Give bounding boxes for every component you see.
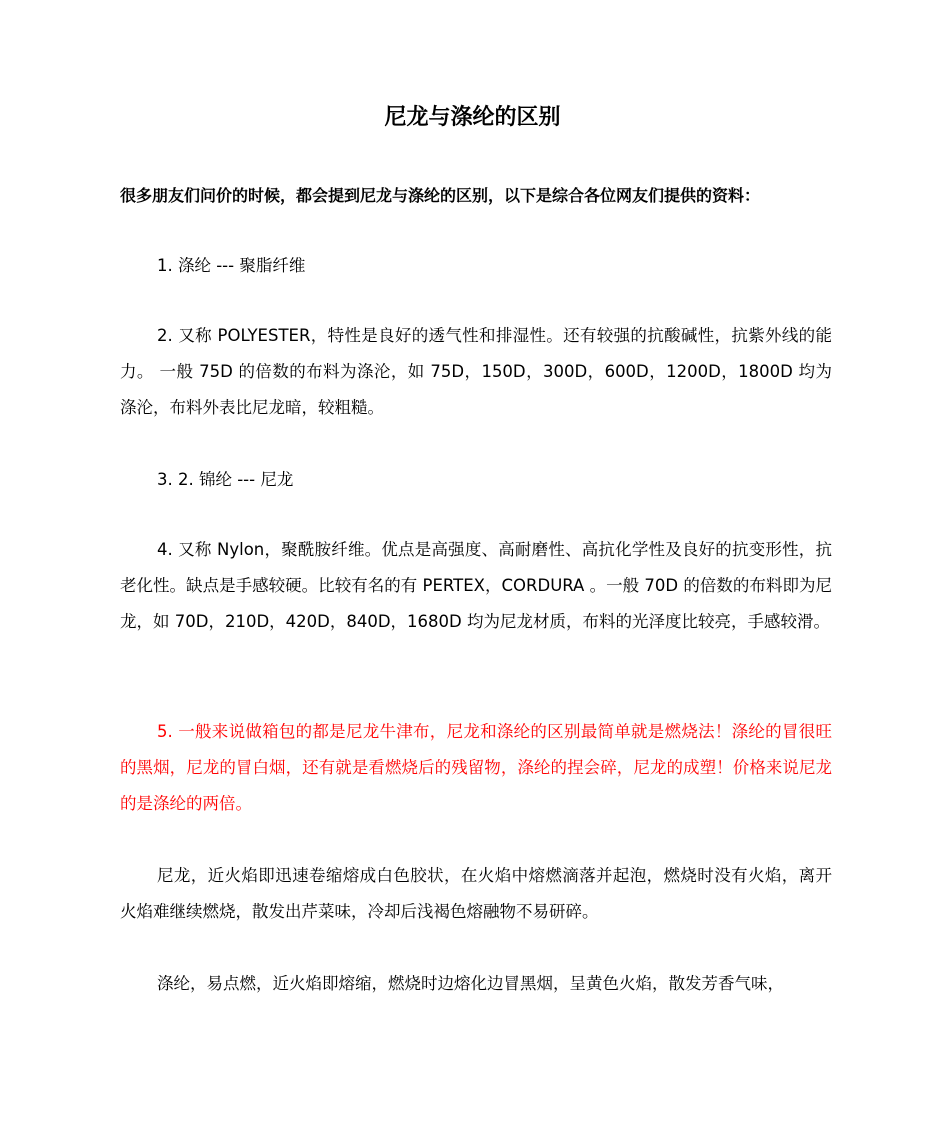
paragraph-nylon-description: 4. 又称 Nylon，聚酰胺纤维。优点是高强度、高耐磨性、高抗化学性及良好的抗变形性，抗老化性。缺点是手感较硬。比较有名的有 PERTEX，CORDURA 。一般 70D 的倍数的布料即为尼龙，如 70D，210D，420D，840D，1680D 均为尼龙材质，布料的光泽度比较亮，手感较滑。 [120, 540, 832, 631]
document-title: 尼龙与涤纶的区别 [384, 105, 561, 130]
paragraph-polyester-heading: 1. 涤纶 --- 聚脂纤维 [157, 256, 306, 275]
paragraph-nylon-heading: 3. 2. 锦纶 --- 尼龙 [157, 470, 294, 489]
paragraph-polyester-burning: 涤纶，易点燃，近火焰即熔缩，燃烧时边熔化边冒黑烟，呈黄色火焰，散发芳香气味， [157, 974, 784, 993]
paragraph-nylon-burning: 尼龙，近火焰即迅速卷缩熔成白色胶状，在火焰中熔燃滴落并起泡，燃烧时没有火焰，离开火焰难继续燃烧，散发出芹菜味，冷却后浅褐色熔融物不易研碎。 [120, 866, 832, 921]
intro-paragraph: 很多朋友们问价的时候，都会提到尼龙与涤纶的区别，以下是综合各位网友们提供的资料： [120, 186, 761, 205]
paragraph-burn-test-highlight: 5. 一般来说做箱包的都是尼龙牛津布，尼龙和涤纶的区别最简单就是燃烧法！涤纶的冒很旺的黑烟，尼龙的冒白烟，还有就是看燃烧后的残留物，涤纶的捏会碎，尼龙的成塑！价格来说尼龙的是涤纶的两倍。 [120, 722, 832, 813]
paragraph-polyester-description: 2. 又称 POLYESTER，特性是良好的透气性和排湿性。还有较强的抗酸碱性，抗紫外线的能力。 一般 75D 的倍数的布料为涤沦，如 75D，150D，300D，600D，1200D，1800D 均为涤沦，布料外表比尼龙暗，较粗糙。 [120, 326, 832, 417]
